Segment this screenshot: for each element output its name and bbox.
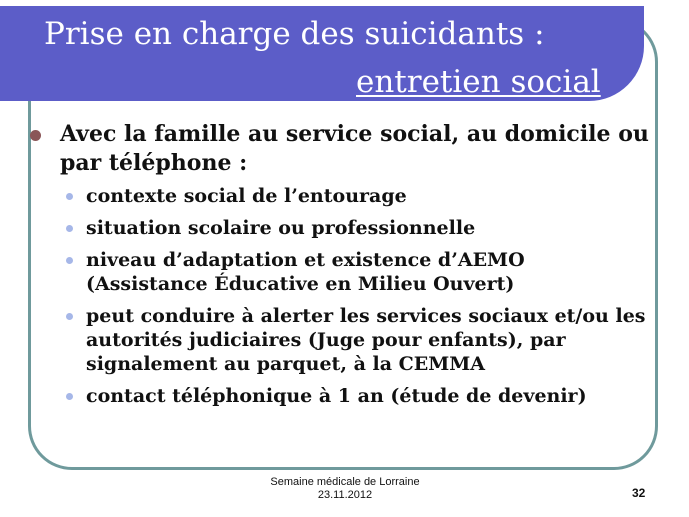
sub-bullet-item: [30, 304, 650, 376]
sub-bullet-item: [30, 248, 650, 296]
main-bullet-text: Avec la famille au service social, au domicile ou par téléphone :: [60, 121, 649, 176]
main-bullet-item: [30, 120, 650, 178]
sub-bullet-text: niveau d’adaptation et existence d’AEMO (Assistance Éducative en Milieu Ouvert): [86, 249, 525, 295]
sub-bullet-icon: [66, 225, 73, 232]
sub-bullet-icon: [66, 393, 73, 400]
sub-bullet-icon: [66, 257, 73, 264]
footer-event-name: Semaine médicale de Lorraine: [270, 476, 420, 488]
sub-bullet-item: [30, 384, 650, 408]
sub-bullet-item: [30, 184, 650, 208]
sub-bullet-text: situation scolaire ou professionnelle: [86, 217, 476, 239]
title-band: [0, 6, 644, 101]
footer-date: 23.11.2012: [317, 489, 373, 501]
sub-bullet-icon: [66, 313, 73, 320]
sub-bullet-list: [30, 184, 650, 408]
slide-title-line2: entretien social: [356, 64, 601, 100]
sub-bullet-icon: [66, 193, 73, 200]
main-bullet-icon: [30, 130, 41, 141]
sub-bullet-item: [30, 216, 650, 240]
sub-bullet-text: contexte social de l’entourage: [86, 185, 407, 207]
slide-footer: [245, 476, 445, 502]
slide-title-line1: Prise en charge des suicidants :: [44, 16, 545, 52]
sub-bullet-text: contact téléphonique à 1 an (étude de devenir): [86, 385, 587, 407]
page-number: 32: [632, 486, 646, 500]
slide-content: [30, 120, 650, 416]
sub-bullet-text: peut conduire à alerter les services sociaux et/ou les autorités judiciaires (Juge pour enfants), par signalement au parquet, à la CEMMA: [86, 305, 646, 375]
